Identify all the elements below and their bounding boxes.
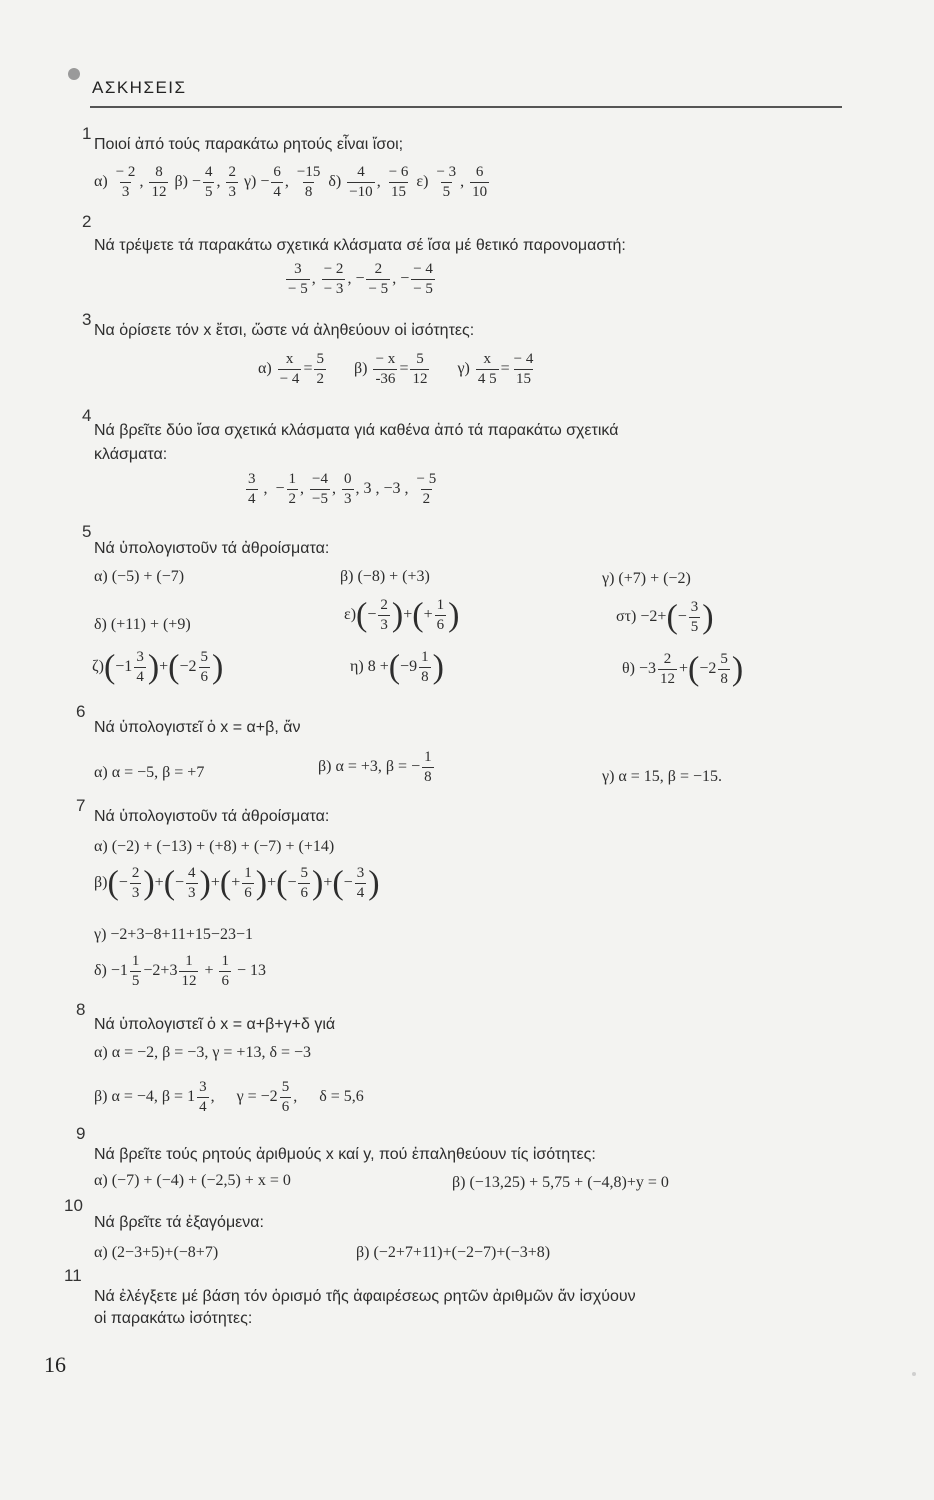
exercise-1-items: α) $\frac{- 2}{3}$ , $\frac{8}{12}$ β) − $\frac{4}{5}$ , $\frac{2}{3}$ γ) − $\frac{6}{4}$ , $\frac{-15}{8}$ δ) $\frac{4}{-10}$ , $\frac{- 6}{15}$ ε) $\frac{- 3}{5}$ , $\frac{6}{10}$ (94, 164, 488, 200)
fraction: $\frac{4}{3}$ (188, 865, 196, 901)
label-e: ε) (416, 173, 429, 191)
exercise-6-c: γ) α = 15, β = −15. (602, 768, 722, 785)
fraction: $\frac{2}{12}$ (660, 651, 676, 687)
fraction: $\frac{- 5}{2}$ (416, 471, 437, 507)
exercise-11-text-cont: οἱ παρακάτω ἰσότητες: (94, 1310, 253, 1327)
fraction: $\frac{- 6}{15}$ (388, 164, 409, 200)
fraction: $\frac{5}{6}$ (281, 1079, 290, 1115)
fraction: $\frac{1}{6}$ (221, 953, 229, 989)
fraction: $\frac{1}{6}$ (436, 597, 445, 633)
label-b: β) (174, 173, 188, 191)
exercise-4-text-cont: κλάσματα: (94, 446, 168, 463)
fraction: $\frac{1}{8}$ (424, 749, 432, 785)
exercise-3-items: α) $\frac{x}{- 4}$ = $\frac{5}{2}$ β) $\frac{- x}{-36}$ = $\frac{5}{12}$ γ) $\frac{x}{4 5}$ = $\frac{- 4}{15}$ (258, 351, 534, 387)
fraction: $\frac{2}{3}$ (131, 865, 140, 901)
fraction: $\frac{x}{4 5}$ (477, 351, 497, 387)
fraction: $\frac{- 2}{3}$ (115, 164, 136, 200)
fraction: $\frac{5}{2}$ (316, 351, 324, 387)
header-bullet-icon (68, 68, 80, 80)
exercise-9-text: Νά βρεῖτε τούς ρητούς ἀριθμούς x καί y, πού ἐπαληθεύουν τίς ἰσότητες: (94, 1146, 596, 1163)
exercise-6-a: α) α = −5, β = +7 (94, 764, 205, 781)
fraction: $\frac{2}{- 5}$ (368, 261, 389, 297)
fraction: $\frac{- 2}{- 3}$ (323, 261, 344, 297)
fraction: $\frac{3}{4}$ (356, 865, 365, 901)
exercise-10-text: Νά βρεῖτε τά ἐξαγόμενα: (94, 1214, 264, 1231)
exercise-5-st: στ) −2+(− $\frac{3}{5}$ ) (616, 598, 714, 636)
fraction: $\frac{5}{6}$ (200, 649, 209, 685)
fraction: $\frac{- 4}{- 5}$ (413, 261, 433, 297)
fraction: $\frac{3}{4}$ (199, 1079, 207, 1115)
exercise-5-number: 5 (82, 522, 92, 541)
exercise-1-text: Ποιοί ἀπό τούς παρακάτω ρητούς εἶναι ἴσοι; (94, 136, 404, 153)
fraction: $\frac{-4}{-5}$ (312, 471, 328, 507)
exercise-2-items: $\frac{3}{- 5}$ , $\frac{- 2}{- 3}$ , − $\frac{2}{- 5}$ , − $\frac{- 4}{- 5}$ (288, 261, 433, 297)
exercise-5-text: Νά ὑπολογιστοῦν τά ἀθροίσματα: (94, 540, 330, 557)
exercise-7-text: Νά ὑπολογιστοῦν τά ἀθροίσματα: (94, 808, 330, 825)
fraction: $\frac{8}{12}$ (151, 164, 167, 200)
exercise-3-number: 3 (82, 310, 92, 329)
fraction: $\frac{3}{5}$ (690, 599, 699, 635)
fraction: $\frac{- 4}{15}$ (513, 351, 534, 387)
exercise-5-c: γ) (+7) + (−2) (602, 570, 691, 587)
exercise-10-a: α) (2−3+5)+(−8+7) (94, 1244, 219, 1261)
fraction: $\frac{- x}{-36}$ (375, 351, 396, 387)
exercise-7-c: γ) −2+3−8+11+15−23−1 (94, 926, 253, 943)
exercise-6-b: β) α = +3, β = − $\frac{1}{8}$ (318, 749, 432, 785)
exercise-5-a: α) (−5) + (−7) (94, 568, 185, 585)
fraction: $\frac{1}{12}$ (181, 953, 197, 989)
label-d: δ) (328, 173, 342, 191)
fraction: $\frac{4}{-10}$ (349, 164, 373, 200)
fraction: $\frac{3}{- 5}$ (288, 261, 308, 297)
fraction: $\frac{2}{3}$ (228, 164, 236, 200)
exercise-4-number: 4 (82, 406, 92, 425)
header-rule (90, 106, 842, 108)
fraction: $\frac{5}{12}$ (412, 351, 428, 387)
fraction: $\frac{1}{5}$ (131, 953, 140, 989)
exercise-7-a: α) (−2) + (−13) + (+8) + (−7) + (+14) (94, 838, 335, 855)
exercise-4-text: Νά βρεῖτε δύο ἴσα σχετικά κλάσματα γιά καθένα ἀπό τά παρακάτω σχετικά (94, 422, 619, 439)
exercise-8-text: Νά ὑπολογιστεῖ ὁ x = α+β+γ+δ γιά (94, 1016, 336, 1033)
exercise-9-b: β) (−13,25) + 5,75 + (−4,8)+y = 0 (452, 1174, 669, 1191)
label-c: γ) (243, 173, 257, 191)
fraction: $\frac{1}{2}$ (288, 471, 297, 507)
exercise-7-d: δ) −1 $\frac{1}{5}$ −2+3 $\frac{1}{12}$ + $\frac{1}{6}$ − 13 (94, 953, 266, 989)
exercise-5-d: δ) (+11) + (+9) (94, 616, 191, 633)
exercise-2-number: 2 (82, 212, 92, 231)
exercise-5-e: ε)(− $\frac{2}{3}$ )+(+ $\frac{1}{6}$ ) (344, 596, 460, 634)
fraction: $\frac{1}{8}$ (421, 649, 429, 685)
exercise-7-number: 7 (76, 796, 86, 815)
exercise-1-number: 1 (82, 124, 92, 143)
exercise-10-number: 10 (64, 1196, 83, 1215)
exercise-10-b: β) (−2+7+11)+(−2−7)+(−3+8) (356, 1244, 551, 1261)
fraction: $\frac{3}{4}$ (248, 471, 256, 507)
paper-speck (912, 1372, 916, 1376)
fraction: $\frac{3}{4}$ (136, 649, 144, 685)
fraction: $\frac{5}{6}$ (300, 865, 308, 901)
exercise-5-h: η) 8 +(−9 $\frac{1}{8}$ ) (350, 648, 444, 686)
fraction: $\frac{x}{- 4}$ (279, 351, 300, 387)
page-header: ΑΣΚΗΣΕΙΣ (92, 78, 187, 97)
fraction: $\frac{6}{4}$ (273, 164, 281, 200)
exercise-6-text: Νά ὑπολογιστεῖ ὁ x = α+β, ἄν (94, 719, 301, 736)
exercise-5-z: ζ)(−1 $\frac{3}{4}$ )+(−2 $\frac{5}{6}$ ) (92, 648, 224, 686)
exercise-9-a: α) (−7) + (−4) + (−2,5) + x = 0 (94, 1172, 291, 1189)
exercise-6-number: 6 (76, 702, 86, 721)
fraction: $\frac{1}{6}$ (244, 865, 252, 901)
exercise-8-number: 8 (76, 1000, 86, 1019)
fraction: $\frac{-15}{8}$ (296, 164, 321, 200)
fraction: $\frac{5}{8}$ (720, 651, 728, 687)
fraction: $\frac{6}{10}$ (472, 164, 488, 200)
exercise-5-th: θ) −3 $\frac{2}{12}$ +(−2 $\frac{5}{8}$ ) (622, 650, 744, 688)
exercise-11-number: 11 (64, 1266, 82, 1285)
fraction: $\frac{4}{5}$ (204, 164, 213, 200)
exercise-8-a: α) α = −2, β = −3, γ = +13, δ = −3 (94, 1044, 312, 1061)
exercise-5-b: β) (−8) + (+3) (340, 568, 430, 585)
exercise-8-b: β) α = −4, β = 1 $\frac{3}{4}$ , γ = −2 $\frac{5}{6}$ , δ = 5,6 (94, 1079, 364, 1115)
fraction: $\frac{0}{3}$ (344, 471, 352, 507)
exercise-4-items: $\frac{3}{4}$ , − $\frac{1}{2}$ , $\frac{-4}{-5}$ , $\frac{0}{3}$ , 3 , −3 , $\frac{- 5}{2}$ (248, 471, 437, 507)
exercise-2-text: Νά τρέψετε τά παρακάτω σχετικά κλάσματα σέ ἴσα μέ θετικό παρονομαστή: (94, 237, 626, 254)
exercise-11-text: Νά ἐλέγξετε μέ βάση τόν ὁρισμό τῆς ἀφαιρέσεως ρητῶν ἀριθμῶν ἄν ἰσχύουν (94, 1288, 636, 1305)
exercise-7-b: β)(− $\frac{2}{3}$ )+(− $\frac{4}{3}$ )+(+ $\frac{1}{6}$ )+(− $\frac{5}{6}$ )+(− $\frac{3}{4}$ ) (94, 864, 380, 902)
fraction: $\frac{- 3}{5}$ (436, 164, 457, 200)
exercise-3-text: Να ὁρίσετε τόν x ἔτσι, ὥστε νά ἀληθεύουν οἱ ἰσότητες: (94, 322, 475, 339)
fraction: $\frac{2}{3}$ (380, 597, 388, 633)
page-number: 16 (44, 1352, 66, 1377)
exercise-9-number: 9 (76, 1124, 86, 1143)
label-a: α) (94, 173, 108, 191)
